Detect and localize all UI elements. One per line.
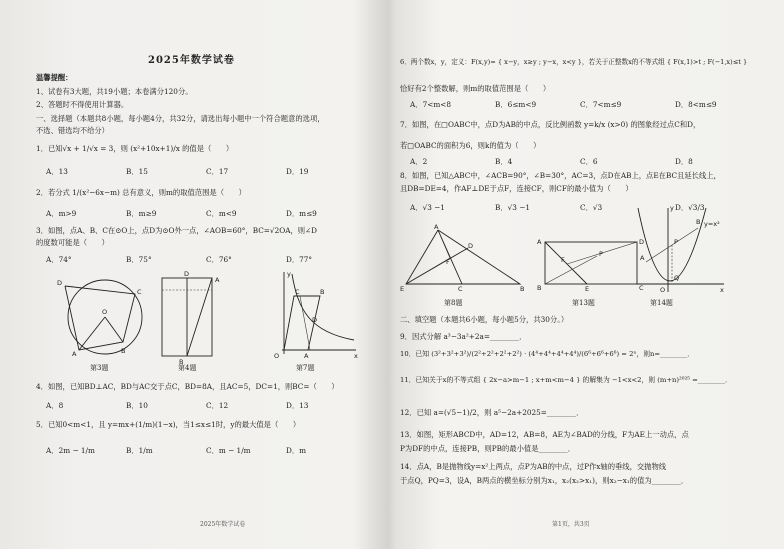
question-12: 12．已知 a=(√5−1)/2，则 a⁵−2a+2025=________． (400, 408, 584, 417)
option-a: A．2 (410, 157, 428, 166)
notice-2: 2、答题时不得使用计算器。 (36, 100, 129, 109)
section-2-heading: 二、填空题（本题共6小题，每小题5分，共30分。） (400, 315, 569, 324)
figure-8-caption: 第8题 (444, 299, 463, 307)
svg-text:B: B (320, 288, 325, 296)
option-d: D．19 (286, 167, 309, 176)
figure-7-caption: 第7题 (296, 364, 315, 372)
svg-text:y: y (670, 204, 674, 212)
question-5: 5．已知0<m<1，且 y=mx+(1/m)(1−x)，当1≤x≤1时，y的最大值是（ ） (36, 420, 301, 429)
option-a: A．13 (46, 167, 68, 176)
svg-text:D: D (468, 242, 474, 250)
question-3-cont: 的度数可能是（ ） (36, 238, 109, 247)
option-c: C．m − 1/m (206, 446, 251, 455)
question-2-options (46, 209, 376, 218)
section-1-heading-cont: 不选、错选均不给分） (36, 126, 109, 135)
option-a: A．√3 −1 (410, 203, 445, 212)
figure-13-caption: 第13题 (572, 299, 595, 307)
option-a: A．m>9 (46, 209, 77, 218)
question-11: 11．已知关于x的不等式组 { 2x−a>m−1 ; x+m<m−4 } 的解集为 −1<x<2，则 (m+n)²⁰²⁵ =________． (400, 376, 732, 384)
exam-title: 2025年数学试卷 (148, 55, 235, 66)
svg-text:C: C (295, 288, 300, 296)
figure-4-diagram (152, 270, 232, 366)
svg-text:y: y (287, 270, 291, 278)
svg-text:D: D (312, 316, 318, 324)
right-footer: 第1页，共3页 (552, 521, 590, 528)
question-1: 1．已知√x + 1/√x = 3，则 (x²+10x+1)/x 的值是（ ） (36, 144, 234, 153)
svg-text:D: D (639, 238, 645, 246)
option-d: D．13 (286, 401, 309, 410)
svg-text:A: A (72, 350, 77, 358)
left-page (0, 0, 390, 549)
notice-heading: 温馨提醒： (36, 73, 73, 82)
option-c: C．6 (580, 157, 598, 166)
svg-text:B: B (179, 358, 184, 366)
figure-7-graph (270, 270, 360, 360)
svg-text:A: A (640, 254, 645, 262)
question-8: 8．如图，已知△ABC中，∠ACB=90°，∠B=30°，AC=3，点D在AB上，点E在BC且延长线上， (400, 171, 721, 180)
figure-14-caption: 第14题 (650, 299, 673, 307)
svg-text:P: P (674, 238, 678, 246)
question-6-options (410, 100, 770, 109)
svg-text:O: O (102, 308, 108, 316)
option-c: C．m<9 (206, 209, 237, 218)
option-c: C．17 (206, 167, 229, 176)
svg-text:E: E (400, 285, 405, 293)
svg-text:B: B (537, 284, 542, 292)
option-d: D．8<m≤9 (675, 100, 717, 109)
option-b: B．75° (126, 255, 152, 264)
figure-3-caption: 第3题 (90, 364, 109, 372)
question-10: 10．已知 (3²+3²+3²)/(2²+2²+2²+2²) · (4⁴+4⁴+4⁴+4⁴)/(6⁶+6⁶+6⁶) = 2ⁿ，则n=________． (400, 350, 695, 358)
option-d: D．m≤9 (286, 209, 317, 218)
question-3: 3．如图，点A、B、C在⊙O上，点D为⊙O外一点，∠AOB=60°，BC=√2OA，则∠D (36, 226, 318, 235)
question-13-cont: P为DF的中点，连接PB，则PB的最小值是________． (400, 444, 576, 453)
question-14: 14．点A，B是抛物线y=x²上两点，点P为AB的中点，过P作x轴的垂线，交抛物线 (400, 462, 667, 471)
option-d: D．77° (286, 255, 313, 264)
option-d: D．m (286, 446, 307, 455)
option-b: B．4 (495, 157, 513, 166)
question-7-cont: 若□OABC的面积为6，则k的值为（ ） (400, 141, 541, 150)
svg-text:x: x (354, 352, 358, 360)
option-a: A．74° (46, 255, 72, 264)
option-b: B．15 (126, 167, 148, 176)
svg-text:F: F (446, 258, 450, 266)
question-7: 7．如图，在□OABC中，点D为AB的中点，反比例函数 y=k/x (x>0) 的图象经过点C和D， (400, 120, 701, 129)
svg-text:C: C (458, 285, 463, 293)
question-8-cont: 且DB=DE=4，作AF⊥DE于点F，连接CF，则CF的最小值为（ ） (400, 184, 633, 193)
question-3-options (46, 255, 376, 264)
svg-text:B: B (520, 285, 525, 293)
option-b: B．10 (126, 401, 148, 410)
figure-4-caption: 第4题 (178, 364, 197, 372)
question-2: 2．若分式 1/(x²−6x−m) 总有意义，则m的取值范围是（ ） (36, 188, 246, 197)
option-b: B．1/m (126, 446, 153, 455)
question-7-options (410, 157, 770, 166)
svg-text:C: C (137, 288, 142, 296)
question-14-cont: 于点Q，PQ=3，设A，B两点的横坐标分别为x₁，x₂(x₂>x₁)，则x₂−x₁的值为________． (400, 476, 689, 485)
question-9: 9．因式分解 a³−3a²+2a=________． (400, 332, 527, 341)
question-13: 13．如图，矩形ABCD中，AD=12，AB=8，AE为∠BAD的分线，F为AE上一动点，点 (400, 430, 689, 439)
option-a: A．8 (46, 401, 64, 410)
svg-text:A: A (304, 352, 309, 360)
svg-text:D: D (57, 279, 63, 287)
option-d: D．√3/3 (675, 203, 705, 212)
question-6: 6．两个数x，y，定义：F(x,y)= { x−y，x≥y ; y−x，x<y }，若关于正整数x的不等式组 { F(x,1)>t ; F(−1,x)≤t } (400, 58, 748, 66)
option-c: C．7<m≤9 (580, 100, 622, 109)
left-footer: 2025年数学试卷 (200, 521, 246, 528)
svg-text:O: O (660, 286, 666, 294)
option-b: B．m≥9 (126, 209, 157, 218)
option-b: B．6≤m<9 (495, 100, 537, 109)
figure-8-triangle (402, 224, 532, 294)
question-4: 4．如图，已知BD⊥AC，BD与AC交于点C，BD=8A，且AC=5，DC=1，则BC=（ ） (36, 382, 339, 391)
question-1-options (46, 167, 376, 176)
figure-3-circle (55, 272, 165, 362)
right-page (392, 0, 784, 549)
option-d: D．8 (675, 157, 693, 166)
svg-text:E: E (585, 285, 590, 293)
svg-text:C: C (639, 284, 644, 292)
option-a: A．2m − 1/m (46, 446, 95, 455)
notice-1: 1、试卷有3大题，共19小题；本卷满分120分。 (36, 87, 193, 96)
svg-text:B: B (121, 347, 126, 355)
option-c: C．√3 (580, 203, 603, 212)
option-a: A．7<m<8 (410, 100, 451, 109)
svg-text:Q: Q (674, 274, 680, 282)
question-6-cont: 恰好有2个整数解，则m的取值范围是（ ） (400, 84, 551, 93)
question-4-options (46, 401, 376, 410)
svg-text:P: P (599, 250, 603, 258)
section-1-heading: 一、选择题（本题共8小题，每小题4分，共32分，请选出每小题中一个符合题意的选项， (36, 114, 325, 123)
svg-text:A: A (537, 238, 542, 246)
svg-text:B: B (696, 218, 701, 226)
figure-14-parabola (632, 204, 727, 294)
svg-text:A: A (215, 276, 220, 284)
svg-text:y=x²: y=x² (704, 220, 720, 228)
svg-text:O: O (274, 352, 280, 360)
svg-text:F: F (561, 256, 565, 264)
question-5-options (46, 446, 376, 455)
option-c: C．76° (206, 255, 232, 264)
svg-text:A: A (434, 223, 439, 231)
svg-text:D: D (184, 270, 190, 278)
svg-text:x: x (720, 286, 724, 294)
option-c: C．12 (206, 401, 229, 410)
option-b: B．√3 −1 (495, 203, 531, 212)
figure-13-rectangle (537, 236, 647, 296)
